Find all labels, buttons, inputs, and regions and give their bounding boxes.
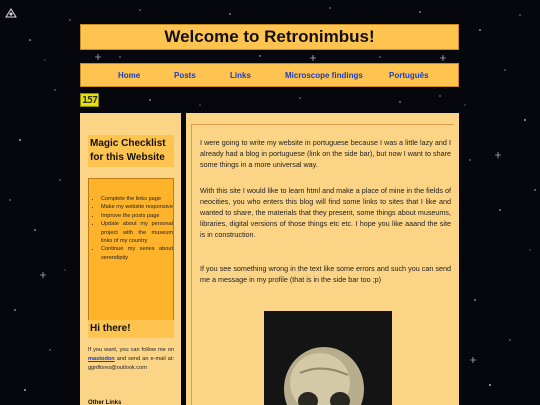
nav-posts-link[interactable]: Posts (174, 70, 196, 80)
checklist-item: • Make my website responsive (101, 203, 173, 211)
skull-illustration (264, 311, 392, 405)
mastodon-link[interactable]: mastodon (88, 356, 115, 362)
nav-home-link[interactable]: Home (118, 70, 141, 80)
nav-portugues-link[interactable]: Português (389, 70, 429, 80)
hit-counter: 157 (81, 94, 98, 106)
checklist-item: • Complete the links page (101, 195, 173, 203)
nav-microscope-findings-link[interactable]: Microscope findings (285, 70, 363, 80)
hi-title: Hi there! (88, 320, 174, 338)
checklist-item: • Continue my series about serendipity (101, 245, 173, 262)
skull-painting-image (264, 311, 392, 405)
contact-paragraph: If you see something wrong in the text like some errors and such you can send me a message in my profile (that is in the side bar too ;p) (200, 264, 451, 284)
checklist-list (89, 195, 173, 262)
nav-links-link[interactable]: Links (230, 70, 251, 80)
about-paragraph: With this site I would like to learn html and make a place of mine in the fields of neocities, you who enters this blog will find some links to sites that I like and wanted to share, the materials that they present, some things about museums, libraries, digital versions of those things etc etc. I hope you like aaand the site is in construction. (200, 186, 451, 239)
main-navigation (80, 63, 459, 87)
checklist-title: Magic Checklist for this Website (88, 135, 174, 167)
site-header (80, 24, 459, 50)
sidebar (80, 113, 181, 405)
checklist-box (88, 178, 174, 324)
main-content-frame (191, 124, 454, 405)
contact-text-post: and send an e-mail at: ggnflores@outlook.com (88, 356, 174, 371)
contact-text-pre: If you want, you can follow me on (88, 347, 174, 353)
contact-text (88, 346, 174, 373)
checklist-item: • Improve the posts page (101, 212, 173, 220)
main-content (186, 113, 459, 405)
other-links-title: Other Links (88, 400, 122, 405)
site-title: Welcome to Retronimbus! (164, 27, 375, 46)
site-badge-icon (4, 6, 18, 20)
checklist-item: • Update about my personal project with the museum links of my country (101, 220, 173, 245)
intro-paragraph: I were going to write my website in portuguese because I was a little lazy and I already had a blog in portuguese (link on the side bar), but now I want to share some things in a more universal way. (200, 138, 451, 169)
